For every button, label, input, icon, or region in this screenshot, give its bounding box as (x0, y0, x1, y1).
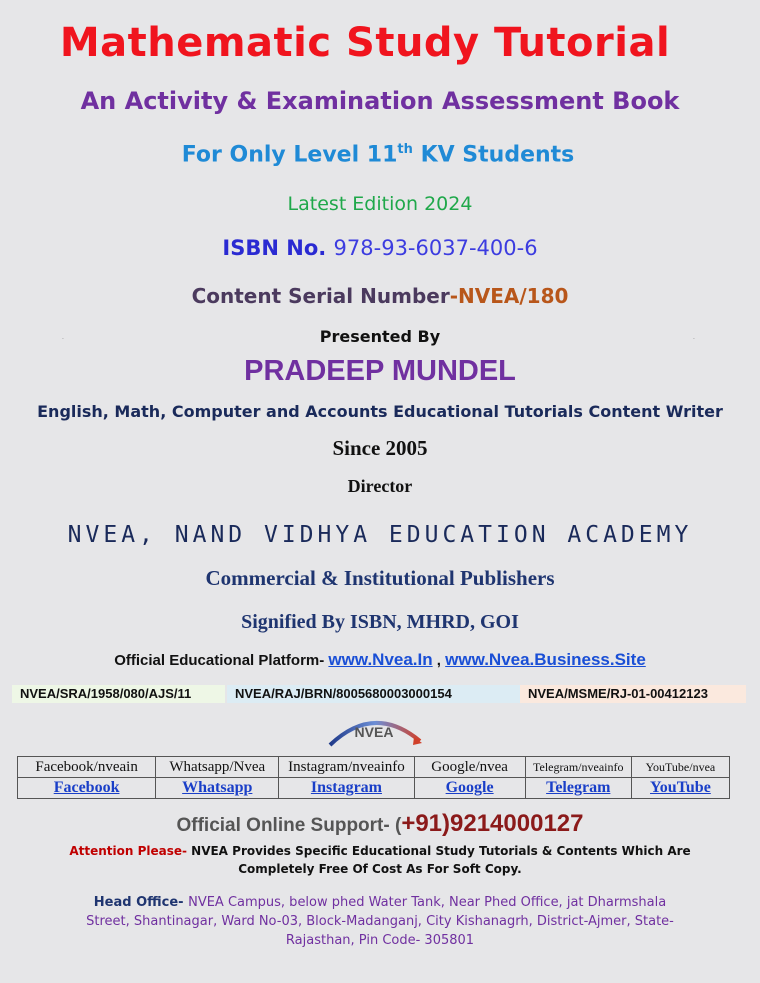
instagram-link[interactable]: Instagram (279, 778, 414, 799)
logo-text: NVEA (354, 724, 394, 740)
isbn-line (0, 236, 760, 260)
office-address: NVEA Campus, below phed Water Tank, Near Phed Office, jat Dharmshala Street, Shantinagar, Ward No-03, Block-Madanganj, City Kishanagrh, District-Ajmer, State-Rajasthan, Pin Code- 305801 (86, 895, 674, 948)
author-name: PRADEEP MUNDEL (244, 355, 516, 387)
designation: Director (347, 476, 413, 496)
isbn-label: ISBN No. (222, 236, 334, 260)
attention-text: NVEA Provides Specific Educational Study Tutorials & Contents Which Are Completely Free Of Cost As For Soft Copy. (191, 844, 691, 876)
social-links-row (18, 778, 730, 799)
support-phone[interactable]: +91)9214000127 (401, 810, 584, 837)
level-sup: th (397, 142, 413, 157)
nvea-logo (322, 713, 432, 753)
level-line (0, 142, 758, 167)
registration-badge: NVEA/SRA/1958/080/AJS/11 (12, 685, 225, 703)
social-handles-row (18, 757, 730, 778)
youtube-link[interactable]: YouTube (631, 778, 729, 799)
social-table (17, 756, 730, 799)
telegram-link[interactable]: Telegram (525, 778, 631, 799)
logo-arc-icon (322, 713, 432, 753)
head-office (80, 893, 680, 950)
publisher-type: Commercial & Institutional Publishers (205, 566, 555, 590)
support-label: Official Online Support- ( (176, 815, 402, 836)
handle-google: Google/nvea (414, 757, 525, 778)
decorative-dot: . (62, 334, 64, 341)
site-separator: , (432, 652, 446, 669)
facebook-link[interactable]: Facebook (18, 778, 156, 799)
site-link-nvea-in[interactable]: www.Nvea.In (328, 650, 433, 669)
google-link[interactable]: Google (414, 778, 525, 799)
since-year: Since 2005 (332, 436, 428, 460)
author-role: English, Math, Computer and Accounts Educational Tutorials Content Writer (37, 402, 723, 421)
handle-telegram: Telegram/nveainfo (525, 757, 631, 778)
attention-label: Attention Please- (69, 844, 192, 858)
platform-line (0, 650, 760, 670)
handle-instagram: Instagram/nveainfo (279, 757, 414, 778)
handle-whatsapp: Whatsapp/Nvea (156, 757, 279, 778)
signified-line: Signified By ISBN, MHRD, GOI (241, 611, 519, 633)
serial-line (0, 284, 760, 308)
decorative-dot: . (693, 334, 695, 341)
handle-youtube: YouTube/nvea (631, 757, 729, 778)
attention-note (60, 842, 700, 878)
office-label: Head Office- (93, 895, 189, 910)
academy-name: NVEA, NAND VIDHYA EDUCATION ACADEMY (67, 522, 693, 548)
edition-label: Latest Edition 2024 (287, 193, 473, 215)
platform-label: Official Educational Platform- (114, 652, 329, 669)
book-title: Mathematic Study Tutorial (59, 20, 671, 66)
serial-label: Content Serial Number (191, 284, 450, 308)
registration-badge: NVEA/RAJ/BRN/8005680003000154 (227, 685, 520, 703)
whatsapp-link[interactable]: Whatsapp (156, 778, 279, 799)
level-suffix: KV Students (412, 142, 575, 168)
book-subtitle: An Activity & Examination Assessment Book (80, 87, 680, 115)
handle-facebook: Facebook/nveain (18, 757, 156, 778)
level-prefix: For Only Level 11 (181, 142, 398, 168)
serial-value: -NVEA/180 (449, 284, 569, 308)
registration-badge: NVEA/MSME/RJ-01-00412123 (520, 685, 746, 703)
support-line (0, 810, 760, 838)
isbn-value: 978-93-6037-400-6 (333, 236, 538, 260)
site-link-business[interactable]: www.Nvea.Business.Site (445, 650, 646, 669)
presented-by: Presented By (319, 327, 441, 346)
